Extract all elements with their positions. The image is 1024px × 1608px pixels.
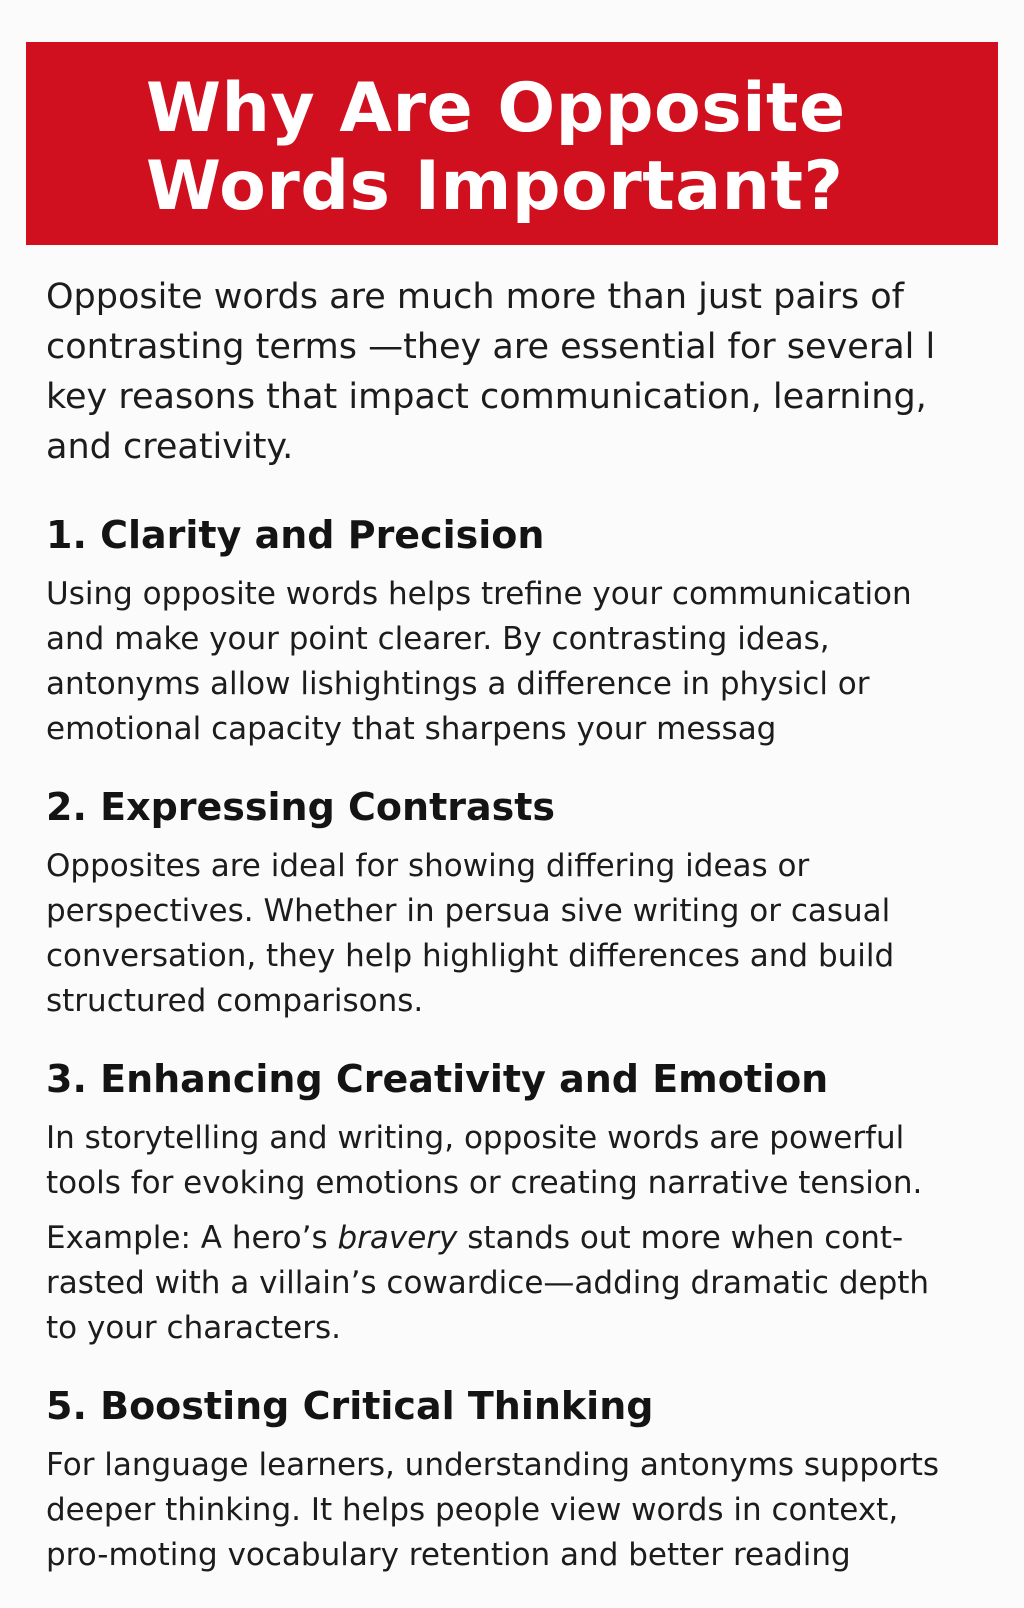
section-contrasts: [46, 782, 946, 1024]
page-title-line-1: Why Are Opposite: [146, 69, 846, 148]
title-banner: [26, 42, 998, 245]
section-critical-thinking: [46, 1381, 946, 1578]
example-prefix: Example: A hero’s: [46, 1220, 338, 1256]
section-paragraph: For language learners, understanding antonyms supports deeper thinking. It helps people view words in context, pro-moting vocabulary retention and better reading: [46, 1447, 940, 1573]
section-clarity: [46, 510, 946, 752]
section-creativity: [46, 1054, 946, 1351]
example-suffix: stands out more when cont-rasted with a villain’s cowardice—adding dramatic depth to your characters.: [46, 1220, 930, 1346]
section-paragraph: In storytelling and writing, opposite words are powerful tools for evoking emotions or creating narrative tension.: [46, 1120, 923, 1201]
section-heading: 5. Boosting Critical Thinking: [46, 1384, 654, 1428]
section-paragraph: Opposites are ideal for showing differing ideas or perspectives. Whether in persua sive writing or casual conversation, they help highlight differences and build structured comparisons.: [46, 848, 895, 1019]
section-heading: 3. Enhancing Creativity and Emotion: [46, 1057, 829, 1101]
example-emphasis: bravery: [337, 1220, 458, 1256]
example-paragraph: [46, 1216, 946, 1351]
section-heading: 2. Expressing Contrasts: [46, 785, 556, 829]
intro-paragraph: Opposite words are much more than just pairs of contrasting terms —they are essential for several l key reasons that impact communication, learning, and creativity.: [46, 277, 936, 467]
section-heading: 1. Clarity and Precision: [46, 513, 545, 557]
section-paragraph: Using opposite words helps trefine your communication and make your point clearer. By contrasting ideas, antonyms allow lishightings a difference in physicl or emotional capacity that sharpens your messag: [46, 576, 912, 747]
page-title-line-2: Words Important?: [146, 147, 844, 226]
page-title: [146, 70, 998, 226]
article-body: [46, 272, 946, 1608]
